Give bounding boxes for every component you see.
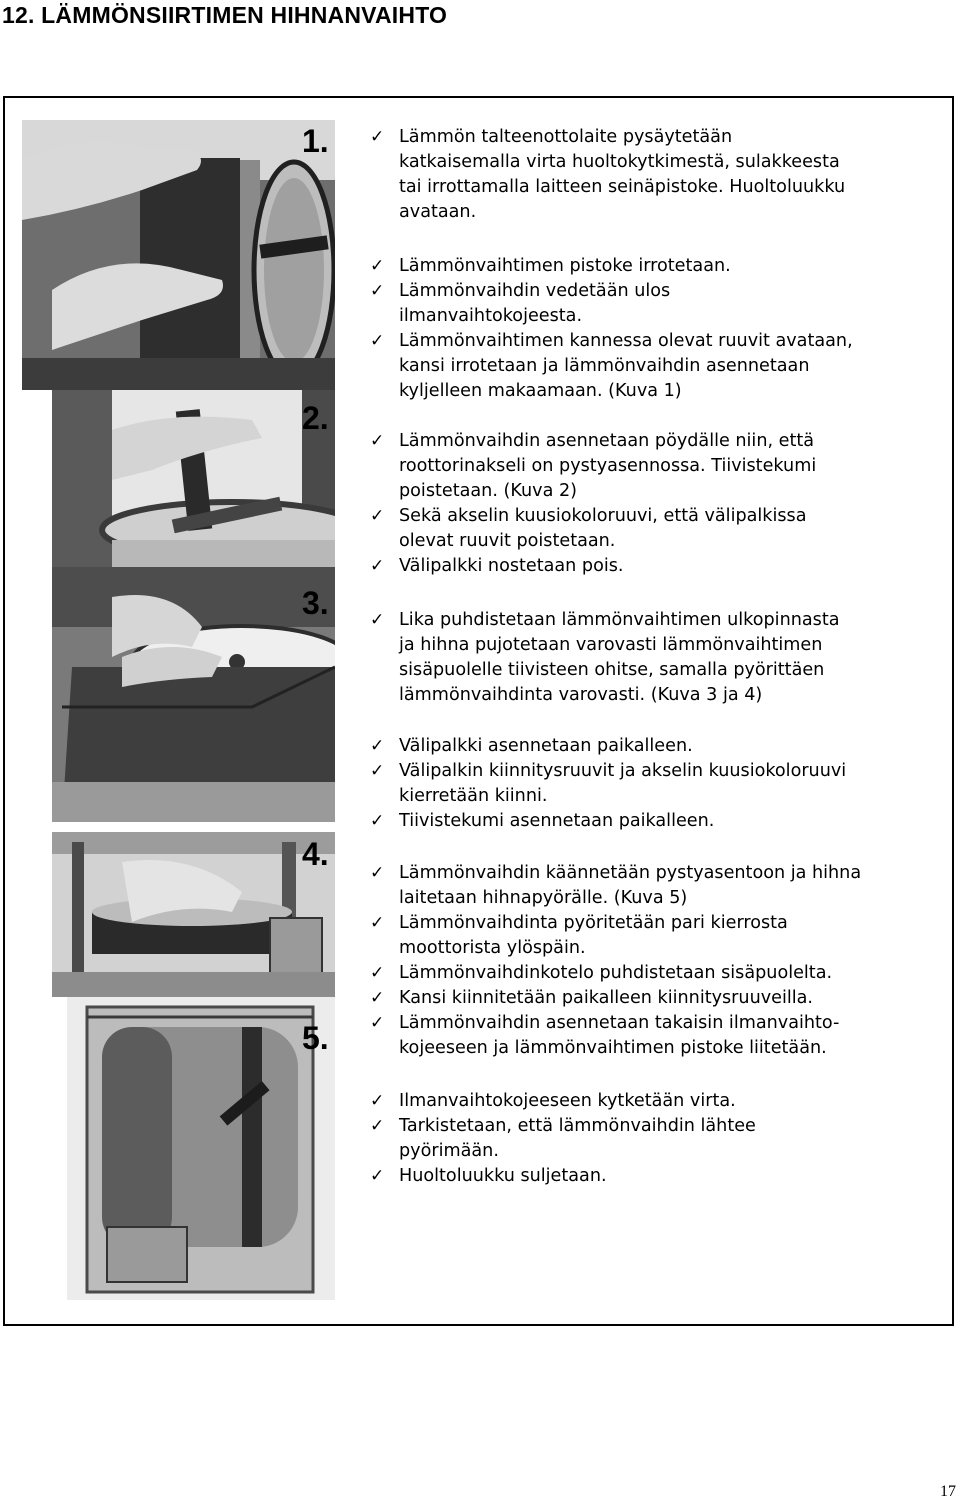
checklist-item-line: Lämmönvaihdin käännetään pystyasentoon ja hihna — [399, 863, 862, 883]
checklist-item — [370, 861, 950, 911]
checklist-item — [370, 986, 950, 1011]
checklist-item — [370, 429, 950, 504]
checklist-item-line: Sekä akselin kuusiokoloruuvi, että välipalkissa — [399, 506, 807, 526]
checklist-item-line: poistetaan. (Kuva 2) — [399, 481, 578, 501]
page-number: 17 — [940, 1483, 956, 1500]
checklist-item — [370, 809, 950, 834]
checkmark-icon: ✓ — [370, 506, 385, 526]
checklist-item — [370, 608, 950, 708]
photo-step-1 — [22, 120, 335, 390]
checklist-item — [370, 254, 950, 279]
checklist-item-line: roottorinakseli on pystyasennossa. Tiivistekumi — [399, 456, 817, 476]
checklist-item-line: Tiivistekumi asennetaan paikalleen. — [399, 811, 715, 831]
checklist-item — [370, 961, 950, 986]
checkmark-icon: ✓ — [370, 331, 385, 351]
checkmark-icon: ✓ — [370, 1091, 385, 1111]
checkmark-icon: ✓ — [370, 431, 385, 451]
checklist-item — [370, 734, 950, 759]
checklist-item-line: Välipalkki asennetaan paikalleen. — [399, 736, 693, 756]
checklist-item-line: laitetaan hihnapyörälle. (Kuva 5) — [399, 888, 688, 908]
checklist-item-line: sisäpuolelle tiivisteen ohitse, samalla pyörittäen — [399, 660, 825, 680]
checklist-item-line: Lämmönvaihdin vedetään ulos — [399, 281, 671, 301]
checklist-item-line: Huoltoluukku suljetaan. — [399, 1166, 607, 1186]
checkmark-icon: ✓ — [370, 761, 385, 781]
checkmark-icon: ✓ — [370, 1116, 385, 1136]
checklist-item — [370, 1164, 950, 1189]
step-number: 4. — [302, 836, 329, 872]
checklist-item-line: Lämmön talteenottolaite pysäytetään — [399, 127, 733, 147]
checklist-item-line: Lämmönvaihdin asennetaan pöydälle niin, että — [399, 431, 815, 451]
checklist-item — [370, 759, 950, 809]
step-number: 5. — [302, 1020, 329, 1056]
step-group — [370, 1089, 950, 1189]
step-group — [370, 254, 950, 404]
checklist-item-line: pyörimään. — [399, 1141, 499, 1161]
checklist-item — [370, 1011, 950, 1061]
step-number: 3. — [302, 585, 329, 621]
checklist-item-line: Välipalkin kiinnitysruuvit ja akselin kuusiokoloruuvi — [399, 761, 847, 781]
step-number: 2. — [302, 400, 329, 436]
checkmark-icon: ✓ — [370, 610, 385, 630]
checklist-item-line: avataan. — [399, 202, 477, 222]
checklist-item — [370, 1089, 950, 1114]
checklist-item-line: Välipalkki nostetaan pois. — [399, 556, 624, 576]
checkmark-icon: ✓ — [370, 811, 385, 831]
checklist-item-line: Lämmönvaihtimen kannessa olevat ruuvit avataan, — [399, 331, 853, 351]
step-group — [370, 734, 950, 834]
checklist-item — [370, 504, 950, 554]
checklist-item-line: katkaisemalla virta huoltokytkimestä, sulakkeesta — [399, 152, 840, 172]
checkmark-icon: ✓ — [370, 256, 385, 276]
checklist-item-line: kansi irrotetaan ja lämmönvaihdin asennetaan — [399, 356, 810, 376]
checkmark-icon: ✓ — [370, 556, 385, 576]
step-number: 1. — [302, 123, 329, 159]
checkmark-icon: ✓ — [370, 281, 385, 301]
checklist-item — [370, 554, 950, 579]
checkmark-icon: ✓ — [370, 963, 385, 983]
checklist-item — [370, 279, 950, 329]
checklist-item-line: Lika puhdistetaan lämmönvaihtimen ulkopinnasta — [399, 610, 840, 630]
checklist-item — [370, 1114, 950, 1164]
checklist-item-line: Lämmönvaihtimen pistoke irrotetaan. — [399, 256, 731, 276]
checklist-item-line: kyljelleen makaamaan. (Kuva 1) — [399, 381, 682, 401]
checkmark-icon: ✓ — [370, 988, 385, 1008]
checklist-item-line: Tarkistetaan, että lämmönvaihdin lähtee — [399, 1116, 756, 1136]
photo-step-4 — [52, 832, 335, 997]
checklist-item-line: lämmönvaihdinta varovasti. (Kuva 3 ja 4) — [399, 685, 763, 705]
step-group — [370, 861, 950, 1061]
checklist-item-line: olevat ruuvit poistetaan. — [399, 531, 616, 551]
checklist-item — [370, 329, 950, 404]
photo-step-5 — [67, 997, 335, 1300]
checklist-item-line: Kansi kiinnitetään paikalleen kiinnitysruuveilla. — [399, 988, 813, 1008]
checklist-item-line: Lämmönvaihdinta pyöritetään pari kierrosta — [399, 913, 788, 933]
checklist-item — [370, 911, 950, 961]
checklist-item-line: kojeeseen ja lämmönvaihtimen pistoke liitetään. — [399, 1038, 827, 1058]
checkmark-icon: ✓ — [370, 863, 385, 883]
checkmark-icon: ✓ — [370, 913, 385, 933]
checkmark-icon: ✓ — [370, 127, 385, 147]
checklist-item — [370, 125, 950, 225]
checklist-item-line: tai irrottamalla laitteen seinäpistoke. Huoltoluukku — [399, 177, 846, 197]
checklist-item-line: ilmanvaihtokojeesta. — [399, 306, 583, 326]
photo-step-3 — [52, 567, 335, 822]
step-group — [370, 125, 950, 225]
checklist-item-line: Lämmönvaihdinkotelo puhdistetaan sisäpuolelta. — [399, 963, 833, 983]
step-group — [370, 429, 950, 579]
checklist-item-line: Ilmanvaihtokojeeseen kytketään virta. — [399, 1091, 736, 1111]
checklist-item-line: moottorista ylöspäin. — [399, 938, 586, 958]
checklist-item-line: Lämmönvaihdin asennetaan takaisin ilmanvaihto- — [399, 1013, 840, 1033]
photo-step-2 — [52, 390, 335, 567]
checklist-item-line: kierretään kiinni. — [399, 786, 548, 806]
checklist-item-line: ja hihna pujotetaan varovasti lämmönvaihtimen — [399, 635, 823, 655]
checkmark-icon: ✓ — [370, 1166, 385, 1186]
checkmark-icon: ✓ — [370, 1013, 385, 1033]
checkmark-icon: ✓ — [370, 736, 385, 756]
page-title: 12. LÄMMÖNSIIRTIMEN HIHNANVAIHTO — [2, 2, 448, 28]
step-group — [370, 608, 950, 708]
